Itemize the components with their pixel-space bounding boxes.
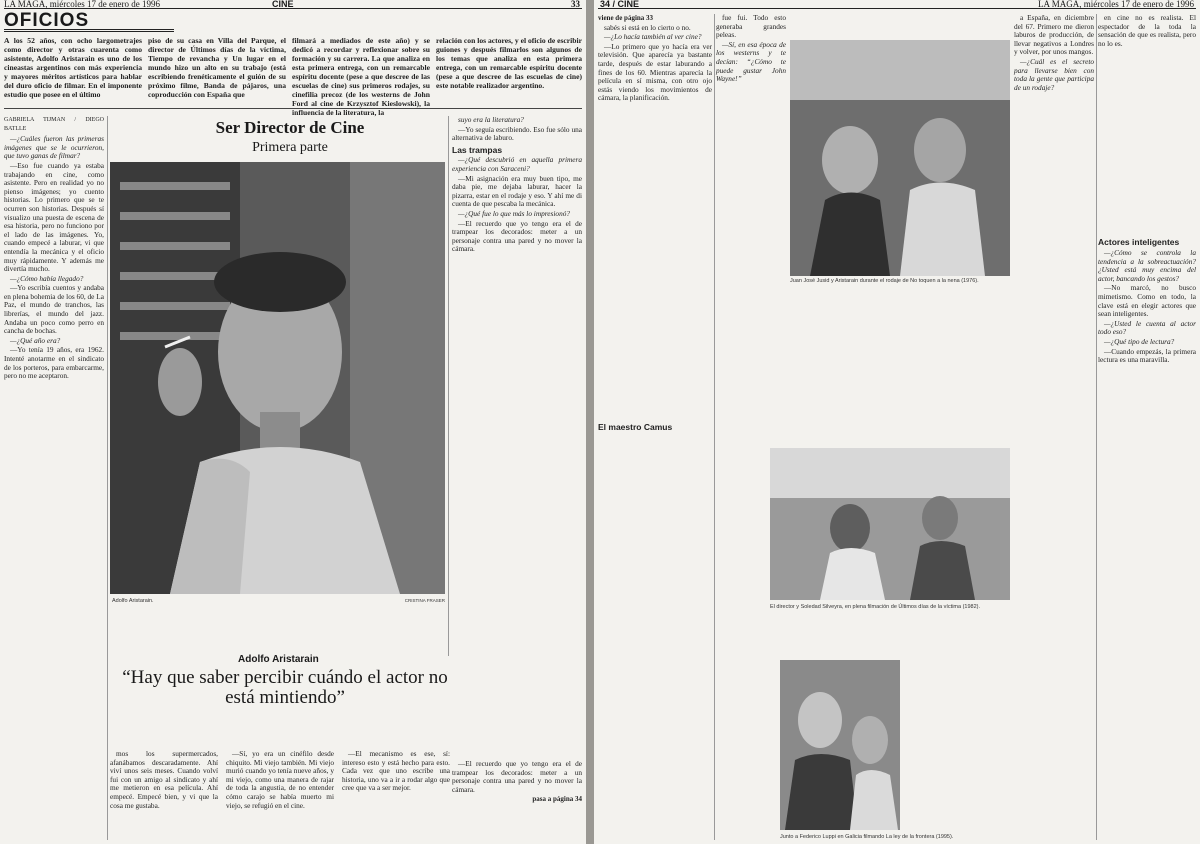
question: —¿Usted le cuenta al actor todo eso? bbox=[1098, 318, 1196, 337]
bottom-col-a bbox=[110, 750, 218, 840]
question: —¿Lo hacía también al ver cine? bbox=[604, 32, 702, 42]
answer: —No marcó, no busco mimetismo. Como en todo, la clave está en elegir actores que sean inteligentes. bbox=[1098, 283, 1196, 319]
left-page-header bbox=[0, 0, 586, 8]
continues-label: pasa a página 34 bbox=[532, 795, 582, 804]
question: —¿Qué fue lo que más lo impresionó? bbox=[458, 208, 571, 218]
paragraph: —El recuerdo que yo tengo era el de trampear los decorados: meter a un personaje contra una pared y no mover la cámara. bbox=[452, 759, 582, 794]
page-number: 33 bbox=[571, 0, 580, 9]
publication-date: LA MAGA, miércoles 17 de enero de 1996 bbox=[4, 0, 160, 9]
column-rule bbox=[107, 116, 108, 840]
answer: a España, en diciembre del 67. Primero me dieron laburos de producción, de llevar negativos a Londres y volver, por unos mangos. bbox=[1014, 13, 1094, 57]
pull-quote: “Hay que saber percibir cuándo el actor no está mintiendo” bbox=[122, 667, 448, 708]
silveyra-image bbox=[770, 448, 1010, 600]
pull-quote-name: Adolfo Aristarain bbox=[238, 654, 319, 665]
question: —¿Cómo había llegado? bbox=[10, 273, 84, 283]
question: —Sí, en esa época de los westerns y te decían: “¿Cómo te puede gustar John Wayne!” bbox=[716, 39, 786, 84]
answer: sabés si está en lo cierto o no. bbox=[604, 22, 691, 32]
paragraph: mos los supermercados, afanábamos descaradamente. Ahí viví unos seis meses. Cuando volví fui con un amigo al sindicato y ahí me metieron en esa película. Ahí empecé. Empecé bien, y vi que la cosa me gustaba. bbox=[110, 749, 218, 810]
answer: fue fui. Todo esto generaba grandes peleas. bbox=[716, 13, 786, 40]
question: —¿Cómo se controla la tendencia a la sobreactuación? ¿Usted está muy encima del actor, bancando los gestos? bbox=[1098, 247, 1196, 283]
bottom-col-d bbox=[452, 760, 582, 840]
body-col-2 bbox=[452, 116, 582, 656]
photo-caption: Juan José Jusid y Aristarain durante el rodaje de No toquen a la nena (1976). bbox=[790, 278, 979, 284]
right-page-header bbox=[594, 0, 1200, 8]
body-col-1 bbox=[4, 116, 104, 836]
main-photo bbox=[110, 162, 445, 594]
answer: —Yo tenía 19 años, era 1962. Intenté anotarme en el sindicato de los porteros, para embarcarme, pero no me aceptaron. bbox=[4, 345, 104, 381]
photo-caption: Junto a Federico Luppi en Galicia filmando La ley de la frontera (1995). bbox=[780, 834, 954, 840]
paragraph: —Sí, yo era un cinéfilo desde chiquito. Mi viejo también. Mi viejo murió cuando yo tenía nueve años, y mi viejo, como una manera de rajar de toda la angustia, de no entender cómo carajo se había muerto mi viejo, se refugió en el cine. bbox=[226, 749, 334, 810]
question: —¿Cuáles fueron las primeras imágenes que se le ocurrieron, que tuvo ganas de filmar? bbox=[4, 134, 104, 161]
answer: —Mi asignación era muy buen tipo, me daba pie, me dejaba laburar, hacer la pizarra, estar en el rodaje y eso. Y ahí me di cuenta de que pescaba la mecánica. bbox=[452, 173, 582, 209]
answer: —El recuerdo que yo tengo era el de trampear los decorados: meter a un personaje contra una pared y no mover la cámara. bbox=[452, 218, 582, 254]
jusid-image bbox=[790, 40, 1010, 276]
section-title: OFICIOS bbox=[4, 10, 174, 32]
photo-caption: Adolfo Aristarain. bbox=[112, 598, 154, 604]
question: —¿Cuál es el secreto para llevarse bien con toda la gente que participa de un rodaje? bbox=[1014, 56, 1094, 92]
question: —¿Qué descubrió en aquella primera experiencia con Saraceni? bbox=[452, 155, 582, 173]
paragraph: —El mecanismo es ese, sí: intereso esto y está hecho para esto. Cada vez que uno escribe una historia, uno va a ir a rodar algo que cree que va a ser mejor. bbox=[342, 749, 450, 793]
photo-jusid bbox=[790, 40, 1010, 276]
right-page bbox=[594, 0, 1200, 844]
bottom-col-b bbox=[226, 750, 334, 840]
subheading: Actores inteligentes bbox=[1098, 237, 1180, 248]
byline: GABRIELA TIJMAN / DIEGO BATLLE bbox=[4, 117, 104, 132]
article-subtitle: Primera parte bbox=[252, 140, 328, 155]
answer: —Yo escribía cuentos y andaba en plena bohemia de los 60, de La Paz, el mundo de tranchos, las librerías, el mundo del jazz. Andaba un poco como perro en cancha de bochas. bbox=[4, 283, 104, 336]
answer: en cine no es realista. El espectador de la toda la sensación de que es realista, pero no lo es. bbox=[1098, 13, 1196, 48]
bottom-col-c bbox=[342, 750, 450, 840]
column-rule bbox=[448, 116, 449, 656]
answer: —Lo primero que yo hacía era ver televisión. Que aparecía ya bastante tarde, después de estar laburando a fines de los 60. Mientras aparecía la película en sí misma, con otro ojo estás viendo los movimientos de cámara, la planificación. bbox=[598, 41, 712, 103]
photo-luppi bbox=[780, 660, 900, 830]
header-rule bbox=[4, 8, 582, 9]
continued-label: viene de página 33 bbox=[598, 14, 654, 22]
section-label: CINE bbox=[272, 0, 294, 9]
intro-col-1: A los 52 años, con ocho largometrajes como director y otras cuarenta como asistente, Adolfo Aristarain es uno de los cineastas argentinos con más experiencia y mayores méritos artísticos para hablar del duro oficio de filmar. En el imponente estudio que posee en el último bbox=[4, 36, 142, 99]
photo-credit: CRISTINA FRASER bbox=[404, 598, 445, 603]
body-col-4 bbox=[1098, 14, 1196, 840]
answer: —Eso fue cuando ya estaba trabajando en cine, como asistente. Pero en realidad yo no pienso imágenes; yo cuento historias. Lo primero que se te ocurren son historias. Después sí visualizo una puesta de escena de esa historia, pero no funciono por el lado de las imágenes. Yo, cuando empecé a laburar, vi que entendía la mecánica y el oficio muy rápidamente. Y además me divertía mucho. bbox=[4, 160, 104, 274]
body-col-1 bbox=[598, 14, 712, 840]
intro-col-4: relación con los actores, y el oficio de escribir guiones y después filmarlos son algunos de los temas que analiza en esta primera entrega, con un remarcable espíritu docente (pese a que descree de las escuelas de cine) este notable realizador argentino. bbox=[436, 36, 582, 90]
column-rule bbox=[714, 14, 715, 840]
article-title: Ser Director de Cine bbox=[215, 118, 365, 137]
page-gutter bbox=[586, 0, 594, 844]
header-rule bbox=[598, 8, 1196, 9]
answer: —Cuando empezás, la primera lectura es una maravilla. bbox=[1098, 346, 1196, 365]
answer: —Yo seguía escribiendo. Eso fue sólo una alternativa de laburo. bbox=[452, 124, 582, 143]
question: —¿Qué año era? bbox=[10, 335, 61, 345]
intro-col-3: filmará a mediados de este año) y se dedicó a recordar y reflexionar sobre su formación y su carrera. La que analiza en esta primera entrega, con un remarcable espíritu docente (pese a que descree de las escuelas de cine) sus primeros rodajes, su cinefilia precoz (de los westerns de John Ford al cine de Krzysztof Kieslowski), la influencia de la literatura, la bbox=[292, 36, 430, 117]
page-label: 34 / CINE bbox=[600, 0, 640, 9]
subheading: El maestro Camus bbox=[598, 421, 673, 432]
publication-date: LA MAGA, miércoles 17 de enero de 1996 bbox=[1038, 0, 1194, 9]
question: suyo era la literatura? bbox=[458, 115, 524, 124]
column-rule bbox=[1096, 14, 1097, 840]
intro-col-2: piso de su casa en Villa del Parque, el director de Últimos días de la víctima, Tiempo de revancha y Un lugar en el mundo hizo un alto en su trabajo (está escribiendo frenéticamente el guión de su próximo filme, Banda de pájaros, una coproducción con España que bbox=[148, 36, 286, 99]
portrait-image bbox=[110, 162, 445, 594]
photo-caption: El director y Soledad Silveyra, en plena filmación de Últimos días de la víctima (1982). bbox=[770, 604, 981, 610]
photo-silveyra bbox=[770, 448, 1010, 600]
subheading: Las trampas bbox=[452, 144, 503, 155]
intro-rule bbox=[4, 108, 582, 109]
question: —¿Qué tipo de lectura? bbox=[1104, 336, 1175, 346]
body-col-2 bbox=[716, 14, 786, 264]
body-col-3 bbox=[1014, 14, 1094, 344]
left-page bbox=[0, 0, 586, 844]
luppi-image bbox=[780, 660, 900, 830]
